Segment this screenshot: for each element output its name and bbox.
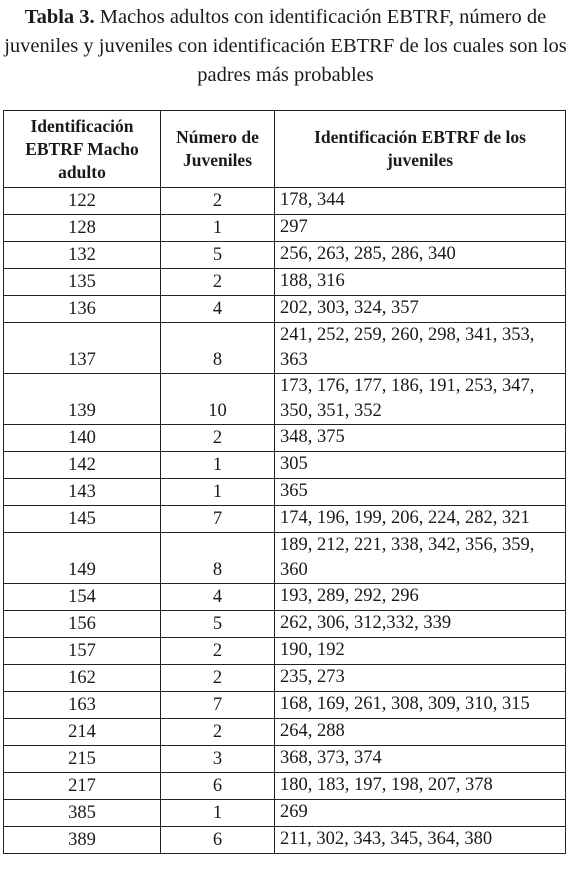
juvenile-count-cell: 5: [161, 242, 275, 269]
male-id-cell: 214: [4, 719, 161, 746]
juvenile-ids-cell: 269: [275, 800, 566, 827]
male-id-cell: 215: [4, 746, 161, 773]
juvenile-count-cell: 1: [161, 215, 275, 242]
juvenile-count-cell: 7: [161, 506, 275, 533]
table-row: [4, 719, 566, 746]
male-id-cell: 389: [4, 827, 161, 854]
male-id-cell: 136: [4, 296, 161, 323]
juvenile-count-cell: 1: [161, 479, 275, 506]
table-row: [4, 215, 566, 242]
table-row: [4, 269, 566, 296]
juvenile-ids-cell: 174, 196, 199, 206, 224, 282, 321: [275, 506, 566, 533]
juvenile-count-cell: 2: [161, 719, 275, 746]
juvenile-ids-cell: 189, 212, 221, 338, 342, 356, 359, 360: [275, 533, 566, 584]
table-row: [4, 296, 566, 323]
header-juvenile-ids: Identificación EBTRF de los juveniles: [275, 111, 566, 188]
juvenile-ids-cell: 368, 373, 374: [275, 746, 566, 773]
male-id-cell: 154: [4, 584, 161, 611]
table-row: [4, 800, 566, 827]
juvenile-count-cell: 7: [161, 692, 275, 719]
juvenile-count-cell: 4: [161, 296, 275, 323]
juvenile-ids-cell: 193, 289, 292, 296: [275, 584, 566, 611]
juvenile-count-cell: 2: [161, 269, 275, 296]
table-row: [4, 452, 566, 479]
table-row: [4, 611, 566, 638]
male-id-cell: 140: [4, 425, 161, 452]
table-row: [4, 746, 566, 773]
juvenile-count-cell: 2: [161, 638, 275, 665]
juvenile-ids-cell: 211, 302, 343, 345, 364, 380: [275, 827, 566, 854]
juvenile-count-cell: 8: [161, 323, 275, 374]
juvenile-count-cell: 1: [161, 452, 275, 479]
table-row: [4, 323, 566, 374]
caption-text: Machos adultos con identificación EBTRF, número de juveniles y juveniles con identificación EBTRF de los cuales son los padres más probables: [4, 6, 567, 86]
table-row: [4, 665, 566, 692]
juvenile-ids-cell: 348, 375: [275, 425, 566, 452]
male-id-cell: 145: [4, 506, 161, 533]
table-body: [4, 188, 566, 854]
table-row: [4, 425, 566, 452]
table-row: [4, 533, 566, 584]
juvenile-count-cell: 4: [161, 584, 275, 611]
juvenile-count-cell: 3: [161, 746, 275, 773]
male-id-cell: 143: [4, 479, 161, 506]
male-id-cell: 163: [4, 692, 161, 719]
table-row: [4, 827, 566, 854]
male-id-cell: 128: [4, 215, 161, 242]
male-id-cell: 157: [4, 638, 161, 665]
juvenile-count-cell: 6: [161, 827, 275, 854]
juvenile-count-cell: 2: [161, 425, 275, 452]
juvenile-count-cell: 10: [161, 374, 275, 425]
juvenile-ids-cell: 264, 288: [275, 719, 566, 746]
juvenile-ids-cell: 235, 273: [275, 665, 566, 692]
table-row: [4, 374, 566, 425]
juvenile-count-cell: 5: [161, 611, 275, 638]
male-id-cell: 156: [4, 611, 161, 638]
header-male-id: Identificación EBTRF Macho adulto: [4, 111, 161, 188]
male-id-cell: 135: [4, 269, 161, 296]
juvenile-count-cell: 2: [161, 665, 275, 692]
juvenile-ids-cell: 190, 192: [275, 638, 566, 665]
juvenile-ids-cell: 256, 263, 285, 286, 340: [275, 242, 566, 269]
juvenile-ids-cell: 173, 176, 177, 186, 191, 253, 347, 350, 351, 352: [275, 374, 566, 425]
juvenile-ids-cell: 305: [275, 452, 566, 479]
juvenile-ids-cell: 297: [275, 215, 566, 242]
male-id-cell: 122: [4, 188, 161, 215]
male-id-cell: 162: [4, 665, 161, 692]
male-id-cell: 149: [4, 533, 161, 584]
male-id-cell: 137: [4, 323, 161, 374]
juvenile-ids-cell: 168, 169, 261, 308, 309, 310, 315: [275, 692, 566, 719]
male-id-cell: 385: [4, 800, 161, 827]
table-row: [4, 584, 566, 611]
male-id-cell: 132: [4, 242, 161, 269]
juvenile-count-cell: 1: [161, 800, 275, 827]
juvenile-ids-cell: 365: [275, 479, 566, 506]
table-caption: [0, 0, 571, 89]
male-id-cell: 217: [4, 773, 161, 800]
table-row: [4, 242, 566, 269]
juvenile-count-cell: 8: [161, 533, 275, 584]
juvenile-ids-cell: 180, 183, 197, 198, 207, 378: [275, 773, 566, 800]
header-juvenile-count: Número de Juveniles: [161, 111, 275, 188]
table-row: [4, 773, 566, 800]
juvenile-ids-cell: 188, 316: [275, 269, 566, 296]
juvenile-ids-cell: 262, 306, 312,332, 339: [275, 611, 566, 638]
data-table: [3, 110, 566, 854]
table-row: [4, 692, 566, 719]
table-row: [4, 506, 566, 533]
header-row: [4, 111, 566, 188]
juvenile-ids-cell: 202, 303, 324, 357: [275, 296, 566, 323]
juvenile-count-cell: 2: [161, 188, 275, 215]
caption-label: Tabla 3.: [24, 6, 95, 28]
juvenile-count-cell: 6: [161, 773, 275, 800]
juvenile-ids-cell: 241, 252, 259, 260, 298, 341, 353, 363: [275, 323, 566, 374]
table-row: [4, 479, 566, 506]
juvenile-ids-cell: 178, 344: [275, 188, 566, 215]
male-id-cell: 139: [4, 374, 161, 425]
table-row: [4, 638, 566, 665]
male-id-cell: 142: [4, 452, 161, 479]
table-row: [4, 188, 566, 215]
